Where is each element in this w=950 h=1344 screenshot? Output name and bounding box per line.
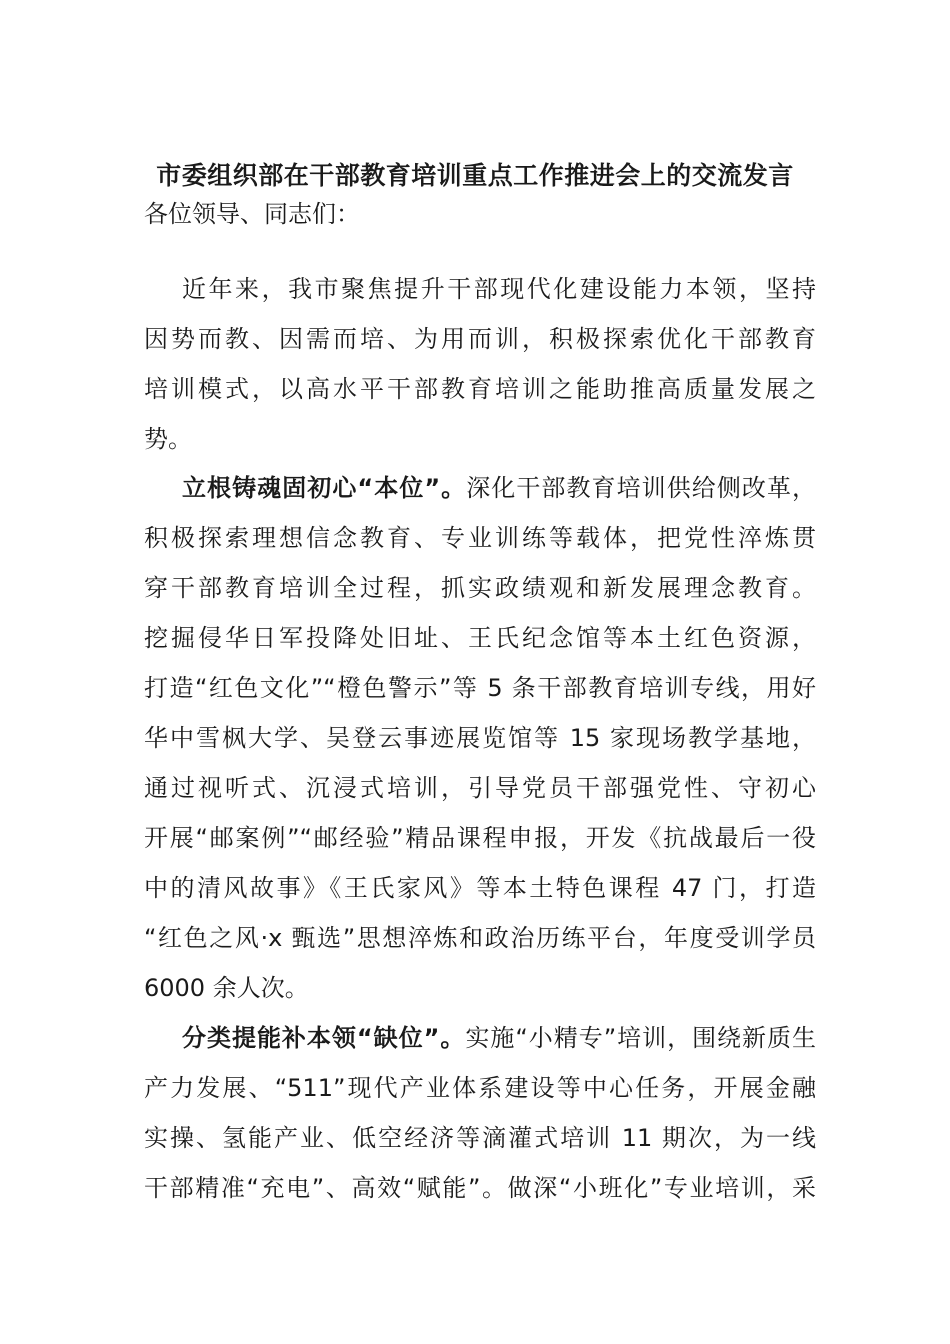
paragraph-line: 通过视听式、沉浸式培训，引导党员干部强党性、守初心 <box>144 774 816 802</box>
paragraph-line: 势。 <box>144 425 192 453</box>
paragraph-line: 因势而教、因需而培、为用而训，积极探索优化干部教育 <box>144 325 816 353</box>
paragraph-line: 开展“邮案例”“邮经验”精品课程申报，开发《抗战最后一役 <box>144 824 816 852</box>
section-heading: 分类提能补本领“缺位”。 <box>182 1024 466 1052</box>
paragraph-section-2 <box>144 1013 816 1213</box>
paragraph-line: 产力发展、“511”现代产业体系建设等中心任务，开展金融 <box>144 1074 816 1102</box>
paragraph-line: 积极探索理想信念教育、专业训练等载体，把党性淬炼贯 <box>144 524 816 552</box>
paragraph-line: 6000 余人次。 <box>144 974 309 1002</box>
paragraph-line: 近年来，我市聚焦提升干部现代化建设能力本领，坚持 <box>182 275 816 303</box>
salutation: 各位领导、同志们： <box>144 200 360 228</box>
paragraph-line: 打造“红色文化”“橙色警示”等 5 条干部教育培训专线，用好 <box>144 674 816 702</box>
paragraph-line: 华中雪枫大学、吴登云事迹展览馆等 15 家现场教学基地， <box>144 724 816 752</box>
paragraph-section-1 <box>144 463 816 1013</box>
document-title: 市委组织部在干部教育培训重点工作推进会上的交流发言 <box>156 161 794 190</box>
paragraph-line <box>144 1013 816 1063</box>
paragraph-line: 培训模式，以高水平干部教育培训之能助推高质量发展之 <box>144 375 816 403</box>
paragraph-line: 挖掘侵华日军投降处旧址、王氏纪念馆等本土红色资源， <box>144 624 816 652</box>
paragraph-line: 中的清风故事》《王氏家风》等本土特色课程 47 门，打造 <box>144 874 816 902</box>
section-heading: 立根铸魂固初心“本位”。 <box>182 474 467 502</box>
paragraph-line: 穿干部教育培训全过程，抓实政绩观和新发展理念教育。 <box>144 574 816 602</box>
paragraph-line <box>144 463 816 513</box>
paragraph-line: 干部精准“充电”、高效“赋能”。做深“小班化”专业培训，采 <box>144 1174 816 1202</box>
paragraph-text: 深化干部教育培训供给侧改革， <box>466 474 817 502</box>
paragraph-line: 实操、氢能产业、低空经济等滴灌式培训 11 期次，为一线 <box>144 1124 816 1152</box>
paragraph-intro <box>144 264 816 464</box>
paragraph-text: 实施“小精专”培训，围绕新质生 <box>465 1024 816 1052</box>
paragraph-line: “红色之风·x 甄选”思想淬炼和政治历练平台，年度受训学员 <box>144 924 816 952</box>
